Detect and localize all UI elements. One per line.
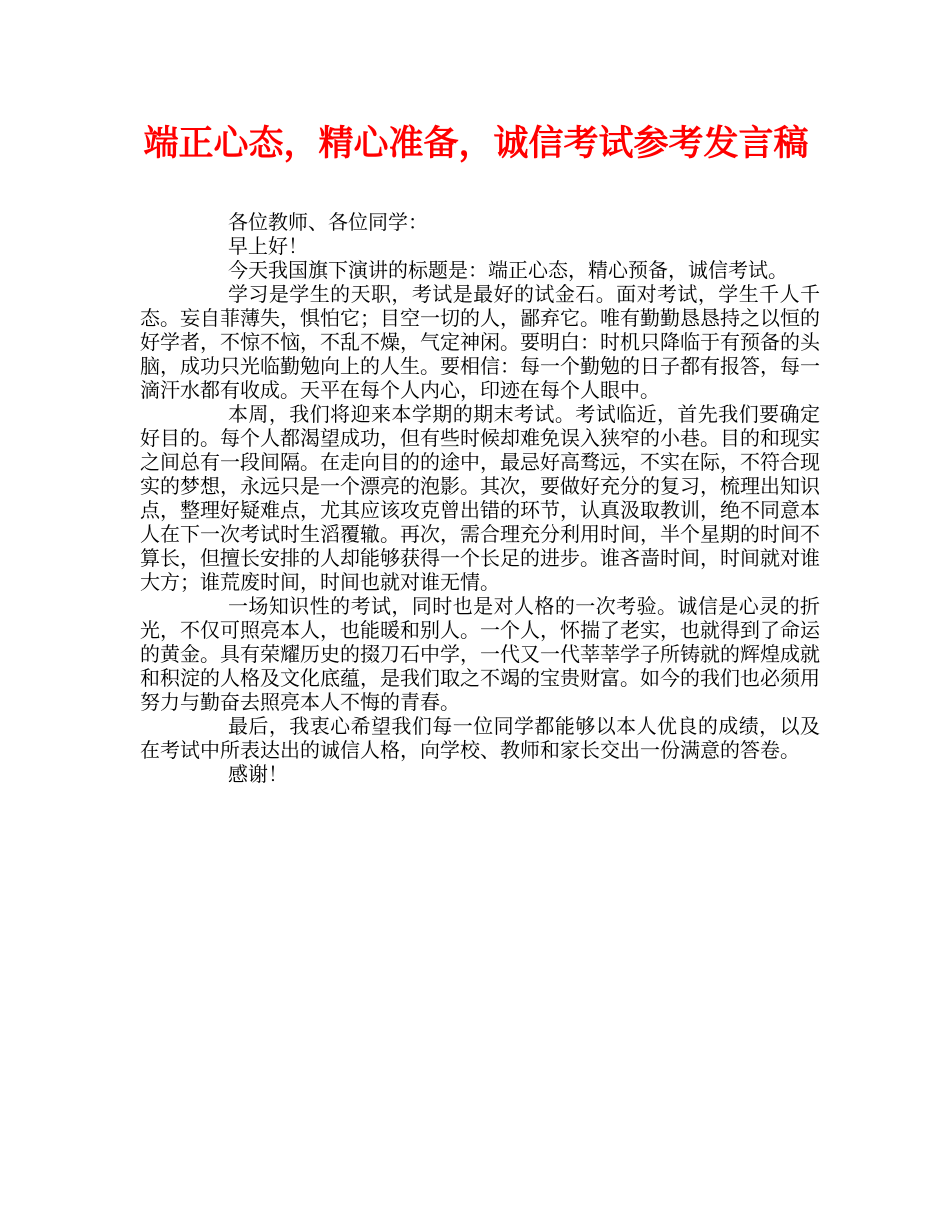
greeting: 早上好！ [228, 234, 308, 258]
salutation: 各位教师、各位同学： [228, 210, 428, 234]
closing: 感谢！ [228, 762, 288, 786]
document-title: 端正心态，精心准备，诚信考试参考发言稿 [143, 124, 809, 164]
document-body [140, 210, 820, 786]
body-paragraph: 今天我国旗下演讲的标题是：端正心态，精心预备，诚信考试。 [228, 258, 788, 282]
body-paragraph: 本周，我们将迎来本学期的期末考试。考试临近，首先我们要确定好目的。每个人都渴望成功，但有些时候却难免误入狭窄的小巷。目的和现实之间总有一段间隔。在走向目的的途中，最忌好高骛远，不实在际，不符合现实的梦想，永远只是一个漂亮的泡影。其次，要做好充分的复习，梳理出知识点，整理好疑难点，尤其应该攻克曾出错的环节，认真汲取教训，绝不同意本人在下一次考试时生滔覆辙。再次，需合理充分利用时间，半个星期的时间不算长，但擅长安排的人却能够获得一个长足的进步。谁吝啬时间，时间就对谁大方；谁荒废时间，时间也就对谁无情。 [140, 402, 820, 594]
body-paragraph: 一场知识性的考试，同时也是对人格的一次考验。诚信是心灵的折光，不仅可照亮本人，也能暖和别人。一个人，怀揣了老实，也就得到了命运的黄金。具有荣耀历史的掇刀石中学，一代又一代莘莘学子所铸就的辉煌成就和积淀的人格及文化底蕴，是我们取之不竭的宝贵财富。如今的我们也必须用努力与勤奋去照亮本人不悔的青春。 [140, 594, 820, 714]
body-paragraph: 学习是学生的天职，考试是最好的试金石。面对考试，学生千人千态。妄自菲薄失，惧怕它；目空一切的人，鄙弃它。唯有勤勤恳恳持之以恒的好学者，不惊不恼，不乱不燥，气定神闲。要明白：时机只降临于有预备的头脑，成功只光临勤勉向上的人生。要相信：每一个勤勉的日子都有报答，每一滴汗水都有收成。天平在每个人内心，印迹在每个人眼中。 [140, 282, 820, 402]
body-paragraph: 最后，我衷心希望我们每一位同学都能够以本人优良的成绩，以及在考试中所表达出的诚信人格，向学校、教师和家长交出一份满意的答卷。 [140, 714, 820, 762]
